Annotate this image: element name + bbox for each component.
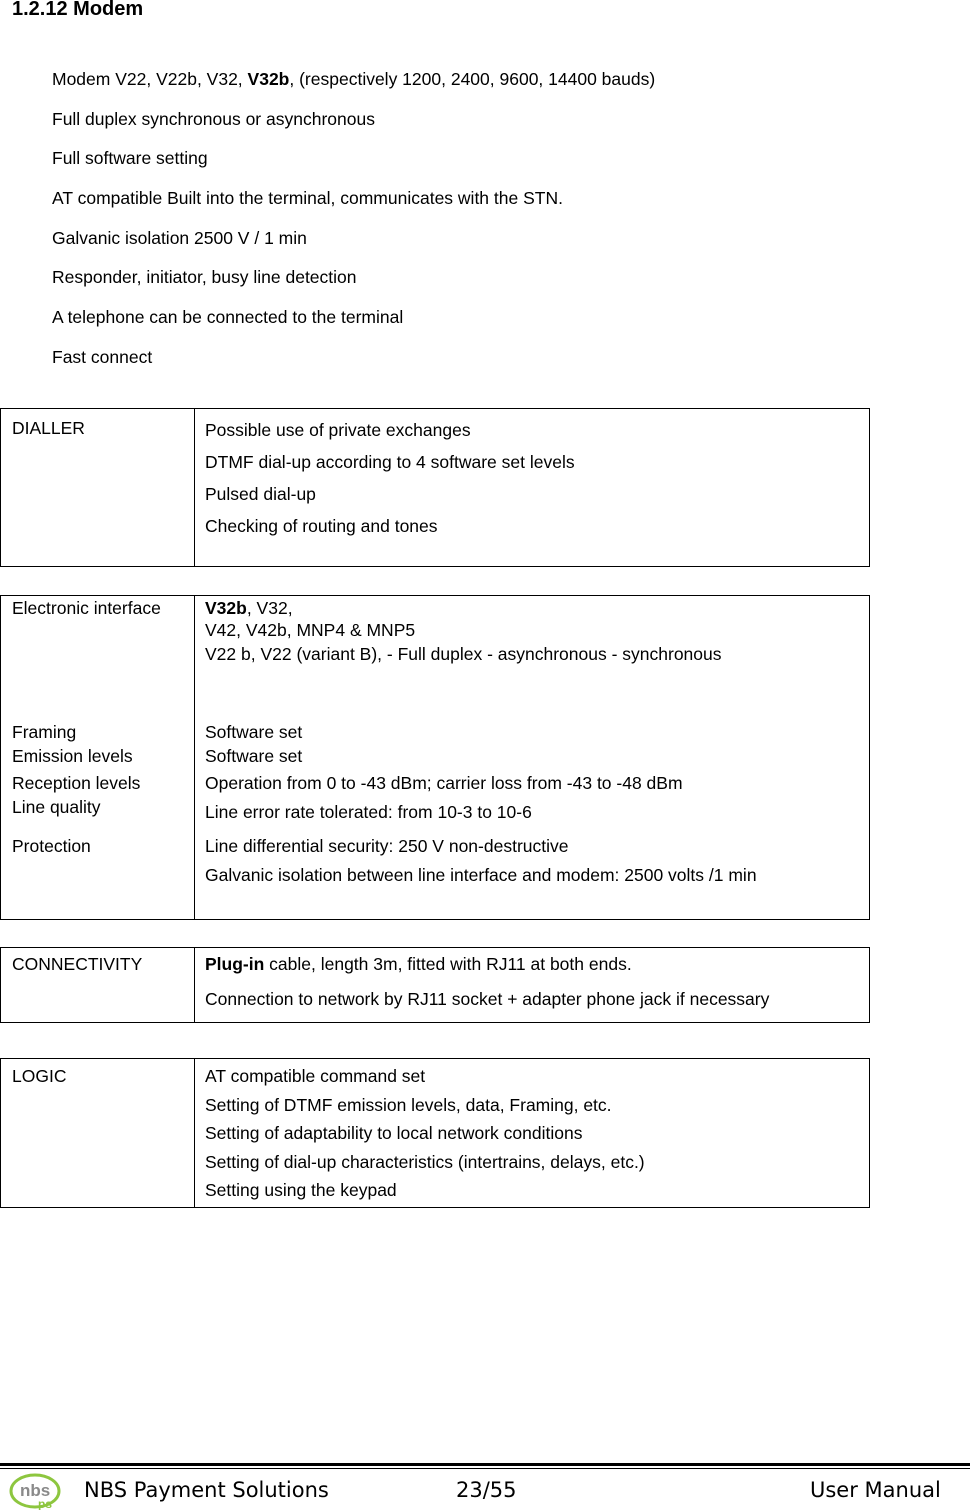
interface-bold: V32b <box>205 598 247 618</box>
connectivity-line: Connection to network by RJ11 socket + adapter phone jack if necessary <box>205 989 770 1009</box>
dialler-content <box>195 409 869 566</box>
reception-value: Operation from 0 to -43 dBm; carrier loss from -43 to -48 dBm <box>205 773 683 793</box>
footer-rule <box>0 1468 970 1469</box>
feature-item: Full software setting <box>52 148 208 169</box>
modem-features-list <box>52 68 655 386</box>
logic-line: Setting using the keypad <box>205 1180 397 1200</box>
interface-line: V42, V42b, MNP4 & MNP5 <box>205 620 416 640</box>
logic-label: LOGIC <box>1 1059 195 1207</box>
logic-line: Setting of adaptability to local network conditions <box>205 1123 583 1143</box>
logic-line: Setting of DTMF emission levels, data, Framing, etc. <box>205 1094 612 1115</box>
feature-item <box>52 68 655 108</box>
footer-company: NBS Payment Solutions <box>84 1478 329 1502</box>
label-electronic-interface: Electronic interface <box>12 598 161 618</box>
connectivity-text: cable, length 3m, fitted with RJ11 at both ends. <box>264 954 632 974</box>
feature-item: Responder, initiator, busy line detection <box>52 267 357 288</box>
dialler-line: Pulsed dial-up <box>205 484 316 504</box>
interface-line <box>205 598 293 619</box>
footer-rule <box>0 1463 970 1466</box>
feature-item: A telephone can be connected to the terminal <box>52 307 404 328</box>
feature-text: , (respectively 1200, 2400, 9600, 14400 bauds) <box>289 69 656 89</box>
footer-doc-title: User Manual <box>810 1478 941 1502</box>
interface-text: , V32, <box>246 598 293 618</box>
protection-value: Line differential security: 250 V non-destructive <box>205 836 569 856</box>
electronic-labels <box>1 596 195 919</box>
label-framing: Framing <box>12 722 77 742</box>
dialler-line: Possible use of private exchanges <box>205 420 471 440</box>
logic-content <box>195 1059 869 1207</box>
logo-subtext: ps <box>38 1497 53 1510</box>
feature-bold: V32b <box>247 69 290 89</box>
connectivity-line <box>205 954 869 989</box>
dialler-label: DIALLER <box>1 409 195 566</box>
protection-value: Galvanic isolation between line interface and modem: 2500 volts /1 min <box>205 865 757 885</box>
emission-value: Software set <box>205 746 303 766</box>
logic-table <box>0 1058 870 1208</box>
connectivity-bold: Plug-in <box>205 954 265 974</box>
footer-page-number: 23/55 <box>456 1478 517 1502</box>
section-heading: 1.2.12 Modem <box>12 0 144 20</box>
logic-line: Setting of dial-up characteristics (intertrains, delays, etc.) <box>205 1151 645 1172</box>
nbs-logo <box>8 1472 66 1510</box>
quality-value: Line error rate tolerated: from 10-3 to 10-6 <box>205 802 532 822</box>
feature-item: Full duplex synchronous or asynchronous <box>52 108 375 129</box>
feature-item: Fast connect <box>52 346 153 367</box>
dialler-table <box>0 408 870 567</box>
dialler-line: DTMF dial-up according to 4 software set levels <box>205 452 575 472</box>
logo-text: nbs <box>20 1481 51 1500</box>
label-line-quality: Line quality <box>12 797 101 817</box>
logic-line: AT compatible command set <box>205 1066 426 1086</box>
electronic-interface-table <box>0 595 870 920</box>
framing-value: Software set <box>205 722 303 742</box>
feature-item: Galvanic isolation 2500 V / 1 min <box>52 227 307 248</box>
label-protection: Protection <box>12 836 91 856</box>
dialler-line: Checking of routing and tones <box>205 516 438 536</box>
connectivity-label: CONNECTIVITY <box>1 948 195 1022</box>
connectivity-content <box>195 948 869 1022</box>
feature-text: Modem V22, V22b, V32, <box>52 69 248 89</box>
label-emission-levels: Emission levels <box>12 746 133 766</box>
feature-item: AT compatible Built into the terminal, communicates with the STN. <box>52 188 563 209</box>
connectivity-table <box>0 947 870 1023</box>
interface-line: V22 b, V22 (variant B), - Full duplex - asynchronous - synchronous <box>205 644 722 664</box>
label-reception-levels: Reception levels <box>12 773 141 793</box>
electronic-content <box>195 596 869 919</box>
